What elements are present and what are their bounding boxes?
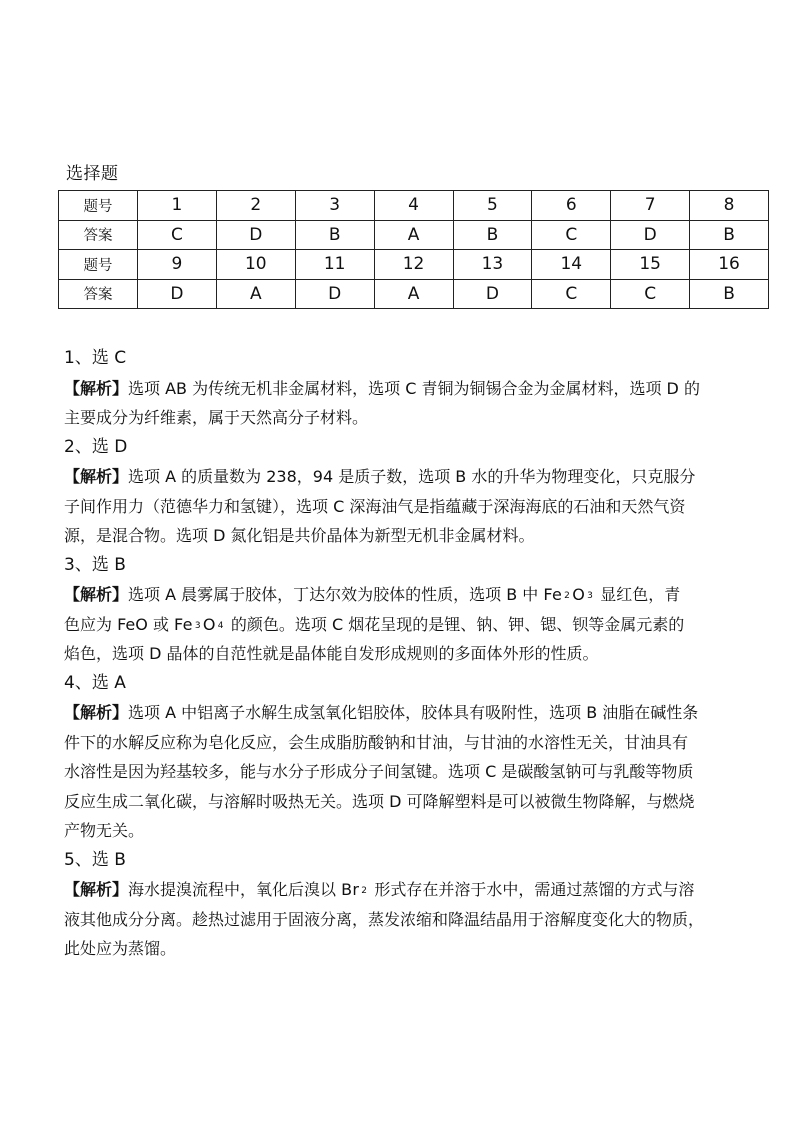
analysis-line (64, 403, 776, 433)
table-cell: C (611, 279, 690, 309)
text-segment: 焰色，选项 D 晶体的自范性就是晶体能自发形成规则的多面体外形的性质。 (64, 644, 599, 663)
text-segment: 此处应为蒸馏。 (64, 939, 177, 958)
chemical-formula (543, 585, 595, 604)
table-cell: B (453, 220, 532, 250)
table-cell: 3 (295, 191, 374, 221)
analysis-text (64, 580, 776, 669)
formula-element: Fe (174, 614, 193, 634)
table-cell: B (295, 220, 374, 250)
table-cell: C (532, 279, 611, 309)
formula-subscript: 2 (361, 886, 368, 896)
table-cell: 11 (295, 250, 374, 280)
table-cell: C (138, 220, 217, 250)
explanation-item (64, 846, 776, 964)
table-cell: 13 (453, 250, 532, 280)
answer-table (58, 190, 769, 309)
analysis-text (64, 875, 776, 964)
question-answer-heading: 5、选 B (64, 849, 126, 870)
text-segment: 海水提溴流程中，氧化后溴以 (128, 880, 342, 899)
chemical-formula (174, 615, 226, 634)
text-segment: 选项 AB 为传统无机非金属材料，选项 C 青铜为铜锡合金为金属材料，选项 D 的 (128, 378, 700, 398)
formula-subscript: 3 (587, 591, 594, 601)
table-cell: A (216, 279, 295, 309)
table-cell: D (453, 279, 532, 309)
text-segment: 形式存在并溶于水中，需通过蒸馏的方式与溶 (369, 880, 695, 899)
table-cell: 12 (374, 250, 453, 280)
table-cell: 4 (374, 191, 453, 221)
analysis-line (64, 610, 776, 640)
table-cell: 2 (216, 191, 295, 221)
text-segment: 产物无关。 (64, 821, 145, 840)
table-cell: 1 (138, 191, 217, 221)
formula-element: Br (341, 880, 360, 899)
row-header: 答案 (59, 220, 138, 250)
explanation-item (64, 551, 776, 669)
table-cell: D (611, 220, 690, 250)
analysis-line (64, 816, 776, 846)
analysis-line (64, 521, 776, 551)
table-cell: 10 (216, 250, 295, 280)
analysis-tag: 【解析】 (64, 467, 129, 486)
chemical-formula (341, 880, 369, 899)
analysis-line (64, 934, 776, 964)
section-title: 选择题 (66, 164, 119, 184)
table-cell: 6 (532, 191, 611, 221)
analysis-line (64, 639, 776, 669)
text-segment: 选项 A 晨雾属于胶体，丁达尔效为胶体的性质，选项 B 中 (128, 585, 544, 604)
table-cell: A (374, 220, 453, 250)
text-segment: 水溶性是因为羟基较多，能与水分子形成分子间氢键。选项 C 是碳酸氢钠可与乳酸等物质 (64, 762, 694, 781)
formula-element: O (572, 585, 586, 604)
text-segment: 选项 A 的质量数为 238，94 是质子数，选项 B 水的升华为物理变化，只克服分 (128, 467, 696, 486)
table-cell: 5 (453, 191, 532, 221)
text-segment: 色应为 FeO 或 (64, 614, 175, 634)
table-row (59, 279, 769, 309)
table-row (59, 191, 769, 221)
analysis-text (64, 374, 776, 433)
explanation-item (64, 669, 776, 846)
formula-subscript: 2 (564, 591, 571, 601)
question-answer-heading: 3、选 B (64, 554, 126, 575)
table-cell: 9 (138, 250, 217, 280)
analysis-line (64, 875, 776, 905)
analysis-line (64, 728, 776, 758)
analysis-tag: 【解析】 (64, 585, 129, 604)
table-cell: 8 (690, 191, 769, 221)
formula-subscript: 4 (217, 620, 224, 631)
question-answer-heading: 1、选 C (64, 348, 127, 368)
table-cell: C (532, 220, 611, 250)
analysis-line (64, 492, 776, 522)
formula-element: O (202, 614, 216, 634)
analysis-line (64, 698, 776, 728)
question-answer-heading: 2、选 D (64, 436, 128, 457)
table-cell: 16 (690, 250, 769, 280)
explanation-item (64, 344, 776, 433)
analysis-tag: 【解析】 (64, 703, 129, 722)
analysis-tag: 【解析】 (64, 880, 129, 899)
explanations (64, 344, 776, 964)
text-segment: 选项 A 中铝离子水解生成氢氧化铝胶体，胶体具有吸附性，选项 B 油脂在碱性条 (128, 703, 699, 722)
text-segment: 源，是混合物。选项 D 氮化铝是共价晶体为新型无机非金属材料。 (64, 526, 535, 545)
explanation-item (64, 433, 776, 551)
table-cell: 7 (611, 191, 690, 221)
analysis-line (64, 462, 776, 492)
analysis-line (64, 787, 776, 817)
analysis-text (64, 698, 776, 846)
text-segment: 反应生成二氧化碳，与溶解时吸热无关。选项 D 可降解塑料是可以被微生物降解，与燃烧 (64, 791, 695, 811)
analysis-line (64, 757, 776, 787)
analysis-line (64, 905, 776, 935)
answer-table-body (59, 191, 769, 309)
table-cell: D (295, 279, 374, 309)
analysis-text (64, 462, 776, 551)
text-segment: 件下的水解反应称为皂化反应，会生成脂肪酸钠和甘油，与甘油的水溶性无关，甘油具有 (64, 732, 689, 752)
table-row (59, 250, 769, 280)
text-segment: 液其他成分分离。趁热过滤用于固液分离，蒸发浓缩和降温结晶用于溶解度变化大的物质， (64, 909, 705, 929)
analysis-line (64, 580, 776, 610)
question-answer-heading: 4、选 A (64, 672, 126, 693)
text-segment: 主要成分为纤维素，属于天然高分子材料。 (64, 408, 369, 427)
table-cell: D (138, 279, 217, 309)
analysis-tag: 【解析】 (64, 378, 129, 398)
row-header: 题号 (59, 191, 138, 221)
table-row (59, 220, 769, 250)
table-cell: B (690, 220, 769, 250)
row-header: 题号 (59, 250, 138, 280)
table-cell: D (216, 220, 295, 250)
text-segment: 显红色，青 (595, 585, 681, 604)
text-segment: 的颜色。选项 C 烟花呈现的是锂、钠、钾、锶、钡等金属元素的 (225, 614, 685, 634)
table-cell: 15 (611, 250, 690, 280)
table-cell: A (374, 279, 453, 309)
analysis-line (64, 374, 776, 404)
row-header: 答案 (59, 279, 138, 309)
formula-subscript: 3 (194, 620, 201, 631)
table-cell: B (690, 279, 769, 309)
table-cell: 14 (532, 250, 611, 280)
formula-element: Fe (543, 585, 563, 604)
text-segment: 子间作用力（范德华力和氢键），选项 C 深海油气是指蕴藏于深海海底的石油和天然气资 (64, 496, 686, 516)
